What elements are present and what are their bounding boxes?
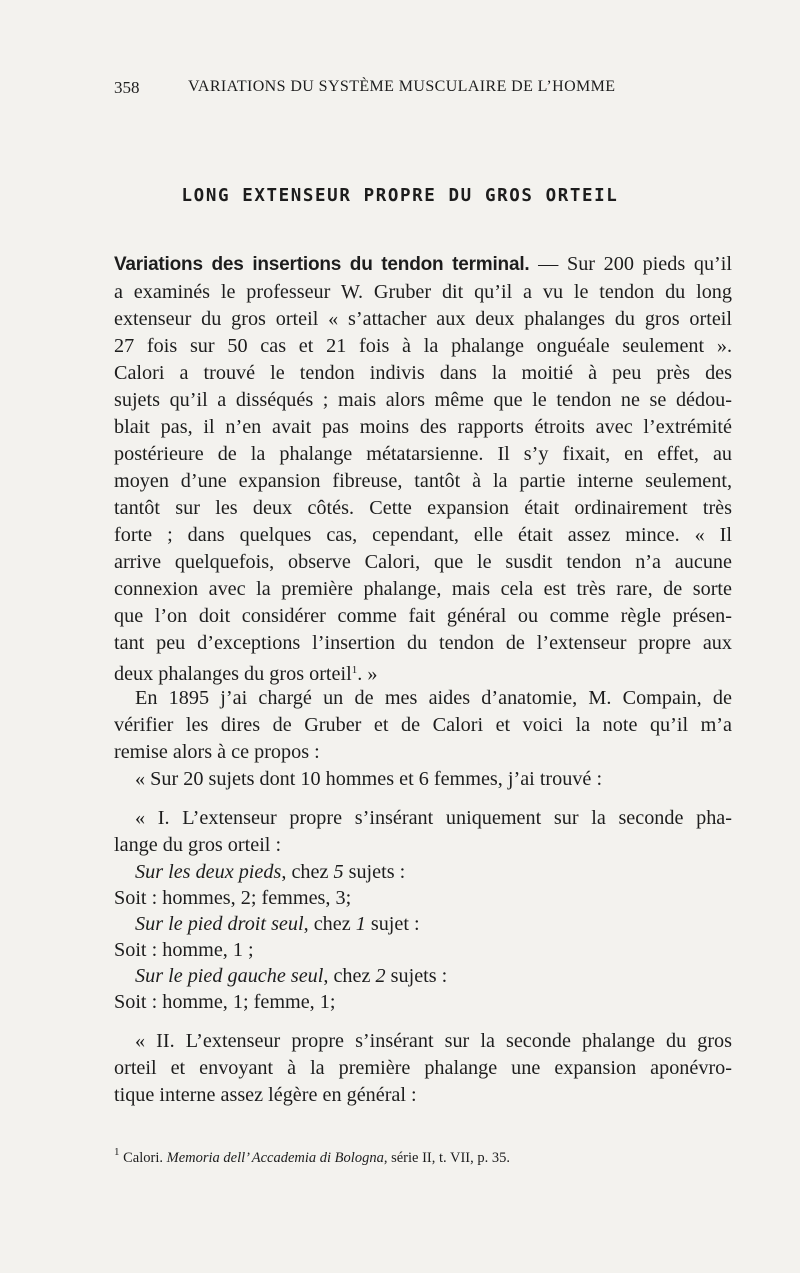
body-line: lange du gros orteil :: [114, 834, 282, 856]
body-line: forte ; dans quelques cas, cependant, elle était assez mince. « Il: [114, 524, 732, 546]
body-line: En 1895 j’ai chargé un de mes aides d’anatomie, M. Compain, de: [135, 687, 732, 709]
body-line: Calori a trouvé le tendon indivis dans la moitié à peu près des: [114, 362, 732, 384]
running-title: VARIATIONS DU SYSTÈME MUSCULAIRE DE L’HOMME: [188, 78, 616, 95]
body-line: « I. L’extenseur propre s’insérant uniquement sur la seconde pha-: [135, 807, 732, 829]
list-item: Sur le pied droit seul, chez 1 sujet :: [135, 913, 420, 935]
list-item: Sur le pied gauche seul, chez 2 sujets :: [135, 965, 448, 987]
body-line: « II. L’extenseur propre s’insérant sur la seconde phalange du gros: [135, 1030, 732, 1052]
paragraph-heading: Variations des insertions du tendon terminal.: [114, 254, 530, 275]
footnote-reference: 1: [351, 664, 358, 676]
footnote-mark: 1: [114, 1146, 120, 1158]
body-line: « Sur 20 sujets dont 10 hommes et 6 femmes, j’ai trouvé :: [135, 768, 603, 790]
body-line: tant peu d’exceptions l’insertion du tendon de l’extenseur propre aux: [114, 632, 732, 654]
body-line: connexion avec la première phalange, mais cela est très rare, de sorte: [114, 578, 732, 600]
body-line: tique interne assez légère en général :: [114, 1084, 417, 1106]
body-line: 27 fois sur 50 cas et 21 fois à la phalange onguéale seulement ».: [114, 335, 732, 357]
body-line: tantôt sur les deux côtés. Cette expansion était ordinairement très: [114, 497, 732, 519]
section-title: LONG EXTENSEUR PROPRE DU GROS ORTEIL: [181, 186, 619, 206]
body-line: moyen d’une expansion fibreuse, tantôt à la partie interne seulement,: [114, 470, 732, 492]
list-item: Soit : homme, 1; femme, 1;: [114, 991, 336, 1013]
body-line: vérifier les dires de Gruber et de Calori et voici la note qu’il m’a: [114, 714, 732, 736]
body-line: a examinés le professeur W. Gruber dit qu’il a vu le tendon du long: [114, 281, 732, 303]
body-line: arrive quelquefois, observe Calori, que le susdit tendon n’a aucune: [114, 551, 732, 573]
body-line: que l’on doit considérer comme fait général ou comme règle présen-: [114, 605, 732, 627]
body-line: postérieure de la phalange métatarsienne. Il s’y fixait, en effet, au: [114, 443, 732, 465]
body-line: orteil et envoyant à la première phalange une expansion aponévro-: [114, 1057, 732, 1079]
list-item: Soit : homme, 1 ;: [114, 939, 254, 961]
list-item: Sur les deux pieds, chez 5 sujets :: [135, 861, 406, 883]
body-line: deux phalanges du gros orteil$^1$. »: [114, 663, 378, 685]
body-line: Variations des insertions du tendon terminal. — Sur 200 pieds qu’il: [114, 253, 732, 275]
body-line: sujets qu’il a disséqués ; mais alors même que le tendon ne se dédou-: [114, 389, 732, 411]
footnote: $^1$ Calori. Memoria dell’ Accademia di Bologna, série II, t. VII, p. 35.: [114, 1146, 511, 1166]
body-line: blait pas, il n’en avait pas moins des rapports étroits avec l’extrémité: [114, 416, 732, 438]
list-item: Soit : hommes, 2; femmes, 3;: [114, 887, 352, 909]
page-number: 358: [114, 78, 140, 97]
body-line: extenseur du gros orteil « s’attacher aux deux phalanges du gros orteil: [114, 308, 732, 330]
body-line: remise alors à ce propos :: [114, 741, 320, 763]
